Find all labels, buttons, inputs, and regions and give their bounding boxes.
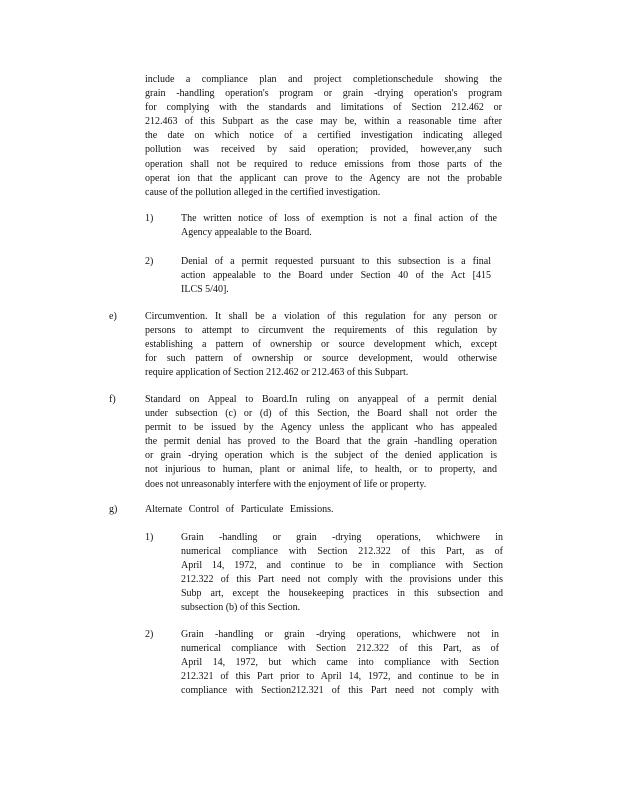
text-line: cause of the pollution alleged in the certified investigation. [145, 186, 381, 198]
text-line: or grain -drying operation which is the subject of the denied application is [145, 450, 497, 462]
text-line: Circumvention. It shall be a violation of this regulation for any person or [145, 311, 497, 322]
section-label: e) [109, 311, 117, 322]
section-f-text [145, 393, 497, 492]
text-line: Subp art, except the housekeeping practices in this subsection and [181, 588, 503, 600]
text-line: persons to attempt to circumvent the requirements of this regulation by [145, 325, 497, 337]
text-line: pollution was received by said operation; provided, however,any such [145, 144, 502, 156]
intro-paragraph [145, 73, 502, 200]
text-line: Grain -handling or grain -drying operations, whichwere in [181, 532, 503, 543]
text-line: numerical compliance with Section 212.322 of this Part, as of [181, 546, 503, 558]
text-line: April 14, 1972, but which came into compliance with Section [181, 657, 499, 669]
item-number: 1) [145, 213, 154, 224]
text-line: action appealable to the Board under Section 40 of the Act [415 [181, 270, 491, 282]
subitem-1-text [181, 212, 497, 240]
subitem-2-text [181, 255, 491, 297]
text-line: under subsection (c) or (d) of this Section, the Board shall not order the [145, 408, 497, 420]
g1-text [181, 531, 503, 616]
text-line: Agency appealable to the Board. [181, 227, 312, 239]
text-line: 212.463 of this Subpart as the case may be, within a reasonable time after [145, 116, 502, 128]
item-number: 2) [145, 256, 154, 267]
section-g-heading: Alternate Control of Particulate Emissions. [145, 504, 334, 515]
text-line: subsection (b) of this Section. [181, 602, 301, 614]
text-line: April 14, 1972, and continue to be in compliance with Section [181, 560, 503, 572]
text-line: The written notice of loss of exemption is not a final action of the [181, 213, 497, 224]
text-line: permit to be issued by the Agency unless the applicant who has appealed [145, 422, 497, 434]
text-line: 212.322 of this Part need not comply with the provisions under this [181, 574, 503, 586]
text-line: include a compliance plan and project completionschedule showing the [145, 74, 502, 85]
text-line: not injurious to human, plant or animal life, to health, or to property, and [145, 464, 497, 476]
section-label: f) [109, 394, 116, 405]
text-line: does not unreasonably interfere with the enjoyment of life or property. [145, 478, 427, 490]
text-line: 212.321 of this Part prior to April 14, 1972, and continue to be in [181, 671, 499, 683]
text-line: for complying with the standards and limitations of Section 212.462 or [145, 102, 502, 114]
item-number: 1) [145, 532, 154, 543]
text-line: ILCS 5/40]. [181, 284, 229, 296]
section-e-text [145, 310, 497, 380]
text-line: Standard on Appeal to Board.In ruling on anyappeal of a permit denial [145, 394, 497, 405]
text-line: require application of Section 212.462 or 212.463 of this Subpart. [145, 367, 409, 379]
text-line: the permit denial has proved to the Board that the grain -handling operation [145, 436, 497, 448]
g2-text [181, 628, 499, 698]
item-number: 2) [145, 629, 154, 640]
text-line: Grain -handling or grain -drying operations, whichwere not in [181, 629, 499, 640]
text-line: establishing a pattern of ownership or source development which, except [145, 339, 497, 351]
text-line: operation shall not be required to reduce emissions from those parts of the [145, 158, 502, 170]
text-line: numerical compliance with Section 212.322 of this Part, as of [181, 643, 499, 655]
text-line: for such pattern of ownership or source development, would otherwise [145, 353, 497, 365]
text-line: compliance with Section212.321 of this Part need not comply with [181, 685, 499, 697]
section-label: g) [109, 504, 118, 515]
text-line: grain -handling operation's program or grain -drying operation's program [145, 88, 502, 100]
text-line: Denial of a permit requested pursuant to this subsection is a final [181, 256, 491, 267]
text-line: the date on which notice of a certified investigation indicating alleged [145, 130, 502, 142]
text-line: operat ion that the applicant can prove to the Agency are not the probable [145, 172, 502, 184]
